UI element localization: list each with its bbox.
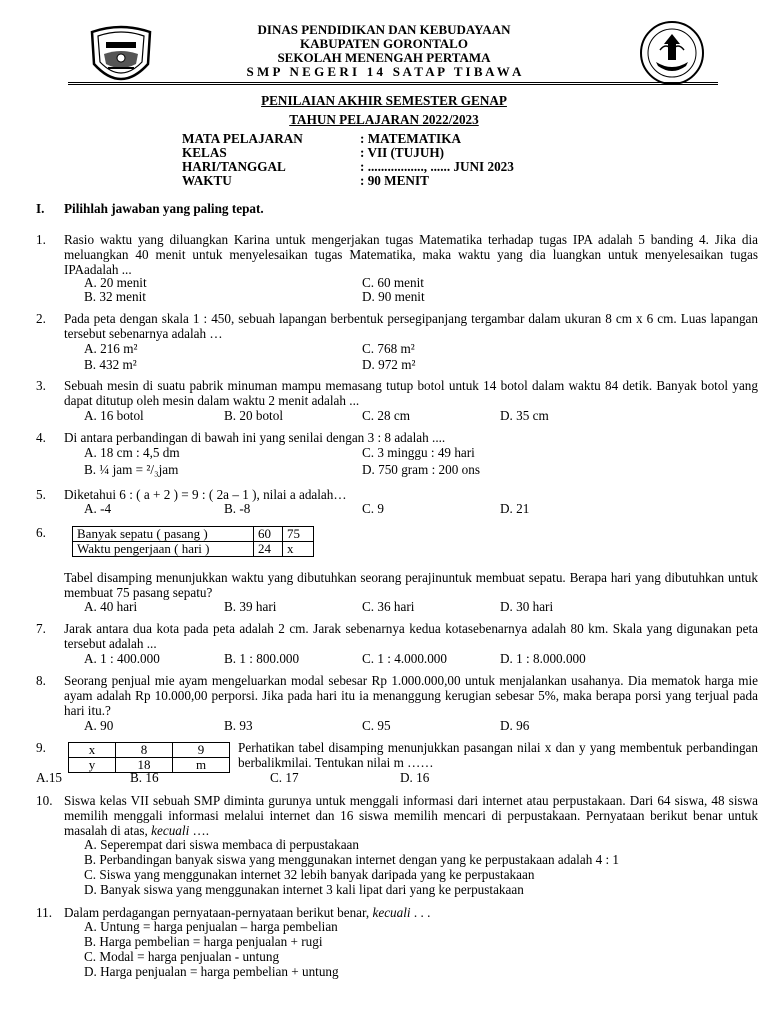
data-table bbox=[68, 742, 230, 773]
table-cell: 18 bbox=[116, 758, 173, 773]
answer-option: D. Banyak siswa yang menggunakan internet 3 kali lipat dari yang ke perpustakaan bbox=[84, 882, 524, 897]
answer-option: C. Modal = harga penjualan - untung bbox=[84, 949, 280, 964]
answer-option: C. 3 minggu : 49 hari bbox=[362, 445, 475, 460]
table-cell: x bbox=[69, 743, 116, 758]
answer-option: B. Harga pembelian = harga penjualan + rugi bbox=[84, 934, 323, 949]
answer-option: C. 36 hari bbox=[362, 599, 415, 614]
answer-option: C. 768 m² bbox=[362, 341, 415, 356]
table-cell: 8 bbox=[116, 743, 173, 758]
question-text: Di antara perbandingan di bawah ini yang senilai dengan 3 : 8 adalah .... bbox=[64, 430, 446, 445]
header-divider bbox=[68, 82, 718, 85]
question-text: Perhatikan tabel disamping menunjukkan pasangan nilai x dan y yang membentuk perbandingan berbalikmilai. Tentukan nilai m …… bbox=[238, 740, 758, 770]
question-number: 2. bbox=[36, 311, 46, 326]
header-line1: DINAS PENDIDIKAN DAN KEBUDAYAAN bbox=[257, 22, 511, 37]
question-number: 8. bbox=[36, 673, 46, 688]
question-text: Seorang penjual mie ayam mengeluarkan modal sebesar Rp 1.000.000,00 untuk menjalankan usahanya. Dia mematok harga mie ayam adalah Rp 10.000,00 perporsi. Jika pada hari itu ia menanggung kerugian sebesar 5%, maka berapa porsi yang terjual pada hari itu.? bbox=[64, 673, 758, 718]
exam-field-label: MATA PELAJARAN bbox=[182, 131, 303, 146]
question-text: Rasio waktu yang diluangkan Karina untuk mengerjakan tugas Matematika terhadap tugas IPA adalah 5 banding 4. Jika dia meluangkan 40 menit untuk menyelesaikan tugas Matematika, maka waktu yang dia luangkan untuk menyelesaikan tugas IPAadalah ... bbox=[64, 232, 758, 277]
answer-option: A. Untung = harga penjualan – harga pembelian bbox=[84, 919, 338, 934]
question-number: 9. bbox=[36, 740, 46, 755]
answer-option: A. 90 bbox=[84, 718, 114, 733]
question-text-emphasis: kecuali bbox=[151, 823, 190, 838]
answer-option: C. Siswa yang menggunakan internet 32 lebih banyak daripada yang ke perpustakaan bbox=[84, 867, 535, 882]
table-row bbox=[73, 527, 314, 542]
table-row bbox=[69, 743, 230, 758]
question-text-body: Siswa kelas VII sebuah SMP diminta gurunya untuk menggali informasi dari internet atau perpustakaan. Dari 64 siswa, 48 siswa memilih menggali informasi melalui internet dan 16 siswa memilih mencari di perpustakaan. Pernyataan berikut benar untuk masalah di atas, bbox=[64, 793, 758, 838]
answer-option: D. 90 menit bbox=[362, 289, 425, 304]
question-text-tail: …. bbox=[189, 823, 210, 838]
answer-option: D. 16 bbox=[400, 770, 430, 785]
question-text: Tabel disamping menunjukkan waktu yang dibutuhkan seorang perajinuntuk membuat sepatu. Berapa hari yang dibutuhkan untuk membuat 75 pasang sepatu? bbox=[64, 570, 758, 600]
answer-option: A.15 bbox=[36, 770, 63, 785]
exam-field-value: : 90 MENIT bbox=[360, 173, 429, 188]
section-title: Pilihlah jawaban yang paling tepat. bbox=[64, 201, 264, 216]
answer-option: B. -8 bbox=[224, 501, 251, 516]
question-number: 6. bbox=[36, 525, 46, 540]
table-cell: Banyak sepatu ( pasang ) bbox=[73, 527, 254, 542]
answer-option: A. -4 bbox=[84, 501, 112, 516]
exam-field-value: : MATEMATIKA bbox=[360, 131, 461, 146]
answer-option: C. 1 : 4.000.000 bbox=[362, 651, 447, 666]
answer-option: D. 96 bbox=[500, 718, 530, 733]
answer-option: A. 216 m² bbox=[84, 341, 138, 356]
question-text: Sebuah mesin di suatu pabrik minuman mampu memasang tutup botol untuk 14 botol dalam waktu 84 detik. Banyak botol yang dapat ditutup oleh mesin dalam waktu 2 menit adalah ... bbox=[64, 378, 758, 408]
header-line2: KABUPATEN GORONTALO bbox=[300, 36, 468, 51]
question-number: 5. bbox=[36, 487, 46, 502]
answer-option: A. 18 cm : 4,5 dm bbox=[84, 445, 180, 460]
answer-option: C. 28 cm bbox=[362, 408, 410, 423]
question-number: 4. bbox=[36, 430, 46, 445]
answer-option: D. 21 bbox=[500, 501, 530, 516]
answer-option: B. 32 menit bbox=[84, 289, 146, 304]
question-number: 1. bbox=[36, 232, 46, 247]
answer-option: A. Seperempat dari siswa membaca di perpustakaan bbox=[84, 837, 360, 852]
exam-field-value: : VII (TUJUH) bbox=[360, 145, 445, 160]
exam-field-label: KELAS bbox=[182, 145, 227, 160]
header-line3: SEKOLAH MENENGAH PERTAMA bbox=[277, 50, 491, 65]
answer-option: D. 750 gram : 200 ons bbox=[362, 462, 480, 477]
table-cell: 9 bbox=[173, 743, 230, 758]
answer-option: A. 16 botol bbox=[84, 408, 144, 423]
answer-option: D. 30 hari bbox=[500, 599, 554, 614]
table-cell: m bbox=[173, 758, 230, 773]
exam-year: TAHUN PELAJARAN 2022/2023 bbox=[289, 112, 479, 127]
answer-option: B. Perbandingan banyak siswa yang menggunakan internet dengan yang ke perpustakaan adalah 4 : 1 bbox=[84, 852, 620, 867]
answer-option: C. 95 bbox=[362, 718, 391, 733]
question-text-body: Dalam perdagangan pernyataan-pernyataan berikut benar, bbox=[64, 905, 370, 920]
answer-option: A. 20 menit bbox=[84, 275, 147, 290]
answer-option: B. 432 m² bbox=[84, 357, 137, 372]
table-row bbox=[73, 542, 314, 557]
question-text: Pada peta dengan skala 1 : 450, sebuah lapangan berbentuk persegipanjang tergambar dalam ukuran 8 cm x 6 cm. Luas lapangan tersebut sebenarnya adalah … bbox=[64, 311, 758, 341]
answer-option: D. 35 cm bbox=[500, 408, 549, 423]
table-cell: 75 bbox=[283, 527, 314, 542]
question-text: Jarak antara dua kota pada peta adalah 2 cm. Jarak sebenarnya kedua kotasebenarnya adalah 80 km. Skala yang digunakan peta tersebut adalah ... bbox=[64, 621, 758, 651]
answer-option: D. 972 m² bbox=[362, 357, 416, 372]
answer-option: B. 39 hari bbox=[224, 599, 277, 614]
answer-option: A. 40 hari bbox=[84, 599, 138, 614]
answer-option: A. 1 : 400.000 bbox=[84, 651, 160, 666]
question-number: 10. bbox=[36, 793, 53, 808]
question-text bbox=[64, 905, 430, 920]
answer-option: B. 1 : 800.000 bbox=[224, 651, 300, 666]
exam-title: PENILAIAN AKHIR SEMESTER GENAP bbox=[261, 93, 507, 108]
exam-field-label: HARI/TANGGAL bbox=[182, 159, 286, 174]
answer-option: C. 9 bbox=[362, 501, 384, 516]
question-text: Diketahui 6 : ( a + 2 ) = 9 : ( 2a – 1 ), nilai a adalah… bbox=[64, 487, 347, 502]
section-number: I. bbox=[36, 201, 45, 216]
exam-field-value: : ................., ...... JUNI 2023 bbox=[360, 159, 514, 174]
table-cell: y bbox=[69, 758, 116, 773]
data-table bbox=[72, 526, 314, 557]
header-line4: S M P N E G E R I 1 4 S A T A P T I B A W A bbox=[246, 64, 522, 79]
question-text-tail: . . . bbox=[410, 905, 431, 920]
table-cell: 60 bbox=[254, 527, 283, 542]
table-cell: 24 bbox=[254, 542, 283, 557]
answer-option: B. 93 bbox=[224, 718, 253, 733]
answer-option: B. 20 botol bbox=[224, 408, 283, 423]
exam-field-label: WAKTU bbox=[182, 173, 232, 188]
question-number: 11. bbox=[36, 905, 52, 920]
question-text-emphasis: kecuali bbox=[372, 905, 411, 920]
answer-option: B. 16 bbox=[130, 770, 159, 785]
table-cell: x bbox=[283, 542, 314, 557]
answer-option: C. 17 bbox=[270, 770, 299, 785]
answer-option: C. 60 menit bbox=[362, 275, 424, 290]
question-number: 7. bbox=[36, 621, 46, 636]
question-number: 3. bbox=[36, 378, 46, 393]
answer-option: B. ¼ jam = ²/₃jam bbox=[84, 462, 179, 477]
question-text bbox=[64, 793, 758, 838]
answer-option: D. Harga penjualan = harga pembelian + untung bbox=[84, 964, 339, 979]
table-cell: Waktu pengerjaan ( hari ) bbox=[73, 542, 254, 557]
answer-option: D. 1 : 8.000.000 bbox=[500, 651, 586, 666]
